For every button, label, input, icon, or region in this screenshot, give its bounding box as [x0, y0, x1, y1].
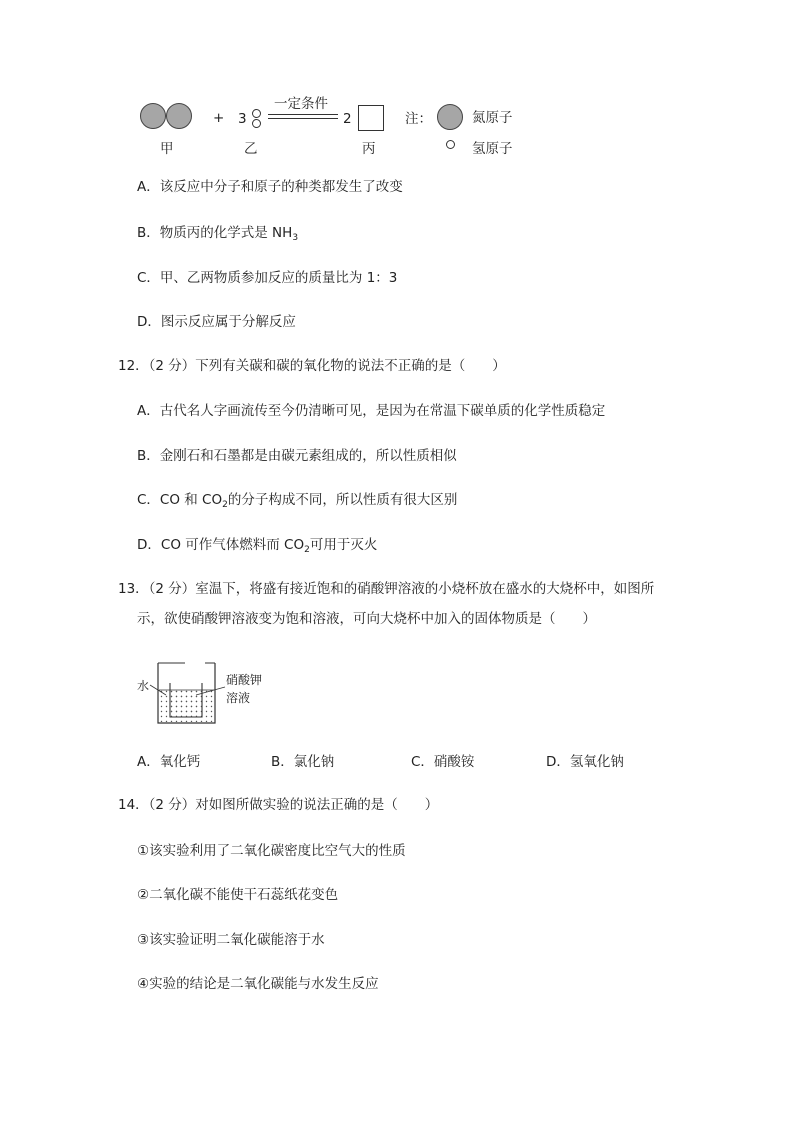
q14-statement-2: ②二氧化碳不能使干石蕊纸花变色	[137, 887, 339, 903]
q11-option-a: A．该反应中分子和原子的种类都发生了改变	[137, 179, 403, 195]
product-box	[358, 105, 384, 131]
q13-option-c: C．硝酸铵	[411, 754, 475, 770]
q12-option-b: B．金刚石和石墨都是由碳元素组成的，所以性质相似	[137, 448, 457, 464]
legend-nitrogen-icon	[437, 104, 463, 130]
q14-stem: 14．（2 分）对如图所做实验的说法正确的是（ ）	[118, 797, 439, 813]
coefficient-yi: 3	[238, 111, 247, 127]
q12-stem: 12．（2 分）下列有关碳和碳的氧化物的说法不正确的是（ ）	[118, 358, 506, 374]
reaction-line-top	[268, 114, 338, 115]
q13-stem-line1: 13．（2 分）室温下，将盛有接近饱和的硝酸钾溶液的小烧杯放在盛水的大烧杯中，如图所	[118, 581, 655, 597]
reaction-line-bottom	[268, 118, 338, 119]
coefficient-bing: 2	[343, 111, 352, 127]
q11-option-d: D．图示反应属于分解反应	[137, 314, 296, 330]
figure-label-water: 水	[137, 679, 150, 693]
q13-option-b: B．氯化钠	[271, 754, 335, 770]
q14-statement-4: ④实验的结论是二氧化碳能与水发生反应	[137, 976, 379, 992]
label-jia: 甲	[160, 141, 174, 157]
plus-sign: +	[213, 110, 225, 126]
figure-label-solution-2: 溶液	[226, 691, 251, 705]
legend-hydrogen-label: 氢原子	[472, 141, 513, 157]
q14-statement-1: ①该实验利用了二氧化碳密度比空气大的性质	[137, 843, 406, 859]
q11-option-c: C．甲、乙两物质参加反应的质量比为 1：3	[137, 270, 398, 286]
nitrogen-atom-icon	[140, 103, 166, 129]
legend-nitrogen-label: 氮原子	[472, 110, 513, 126]
reaction-condition: 一定条件	[274, 96, 328, 112]
q12-option-d: D．CO 可作气体燃料而 $CO_2$可用于灭火	[137, 537, 378, 555]
q14-statement-3: ③该实验证明二氧化碳能溶于水	[137, 932, 325, 948]
note-label: 注：	[405, 111, 432, 127]
beaker-svg	[130, 655, 280, 730]
label-bing: 丙	[362, 141, 376, 157]
label-yi: 乙	[244, 141, 258, 157]
q11-option-b: B．物质丙的化学式是 $NH_3$	[137, 225, 299, 243]
legend-hydrogen-icon	[446, 140, 455, 149]
q13-stem-line2: 示，欲使硝酸钾溶液变为饱和溶液，可向大烧杯中加入的固体物质是（ ）	[137, 611, 596, 627]
q12-option-c: C．CO 和 $CO_2$的分子构成不同，所以性质有很大区别	[137, 492, 458, 510]
beaker-figure	[130, 655, 280, 730]
figure-label-solution-1: 硝酸钾	[226, 673, 263, 687]
hydrogen-atom-icon	[252, 109, 261, 118]
nitrogen-atom-icon	[166, 103, 192, 129]
q12-option-a: A．古代名人字画流传至今仍清晰可见，是因为在常温下碳单质的化学性质稳定	[137, 403, 606, 419]
hydrogen-atom-icon	[252, 119, 261, 128]
q13-option-d: D．氢氧化钠	[546, 754, 624, 770]
q13-option-a: A．氧化钙	[137, 754, 201, 770]
